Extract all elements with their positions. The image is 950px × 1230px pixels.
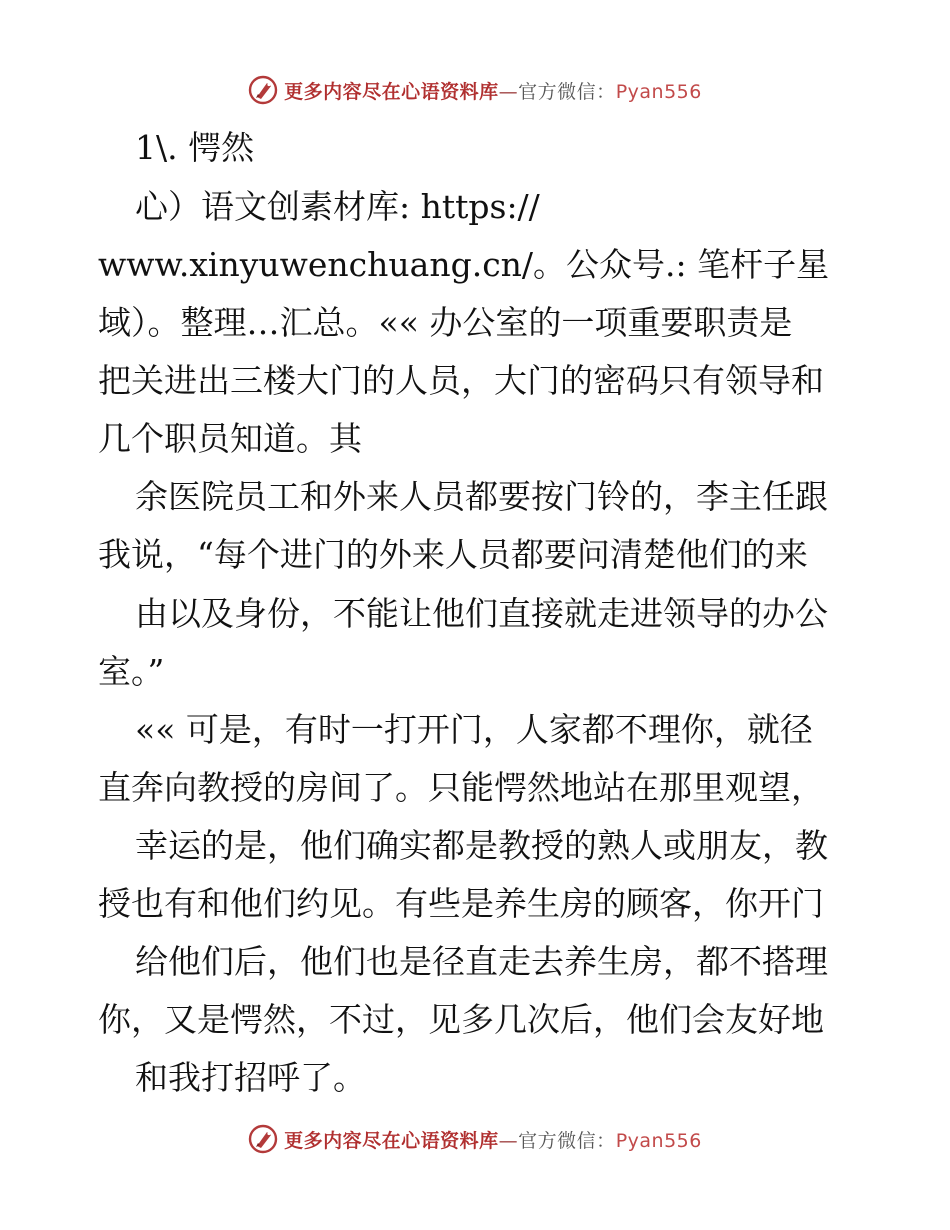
banner-brand: 更多内容尽在心语资料库: [284, 80, 499, 103]
banner-official-label: 官方微信：: [518, 1129, 616, 1152]
pen-nib-logo-icon: [248, 1124, 278, 1154]
text-line: 和我打招呼了。: [135, 1058, 366, 1097]
banner-text: [284, 1126, 702, 1153]
text-line: 由以及身份，不能让他们直接就走进领导的办公: [135, 594, 828, 633]
banner-dash: —: [498, 80, 519, 103]
text-line: 余医院员工和外来人员都要按门铃的，李主任跟: [135, 477, 828, 516]
banner-wechat-handle: Pyan556: [615, 1129, 702, 1152]
pen-nib-logo-icon: [248, 75, 278, 105]
text-line: 几个职员知道。其: [98, 419, 362, 458]
banner-dash: —: [498, 1129, 519, 1152]
text-line: 1\. 愕然: [135, 128, 255, 167]
banner-text: [284, 77, 702, 104]
banner-brand: 更多内容尽在心语资料库: [284, 1129, 499, 1152]
text-line: 给他们后，他们也是径直走去养生房，都不搭理: [135, 942, 828, 981]
text-line: 室。”: [98, 652, 165, 691]
text-line: 域）。整理…汇总。«« 办公室的一项重要职责是: [98, 303, 793, 342]
text-line: 直奔向教授的房间了。只能愕然地站在那里观望，: [98, 768, 824, 807]
text-line: 把关进出三楼大门的人员，大门的密码只有领导和: [98, 361, 824, 400]
text-line: 幸运的是，他们确实都是教授的熟人或朋友，教: [135, 826, 828, 865]
banner-official-label: 官方微信：: [518, 80, 616, 103]
footer-banner: [0, 1119, 950, 1159]
text-line: 我说，“每个进门的外来人员都要问清楚他们的来: [98, 535, 808, 574]
text-line: «« 可是，有时一打开门，人家都不理你，就径: [135, 710, 813, 749]
text-line: www.xinyuwenchuang.cn/。公众号.: 笔杆子星: [98, 245, 830, 284]
header-banner: [0, 70, 950, 110]
text-line: 你，又是愕然，不过，见多几次后，他们会友好地: [98, 1000, 824, 1039]
banner-wechat-handle: Pyan556: [615, 80, 702, 103]
text-line: 授也有和他们约见。有些是养生房的顾客，你开门: [98, 884, 824, 923]
text-line: 心）语文创素材库: https://: [135, 187, 540, 226]
